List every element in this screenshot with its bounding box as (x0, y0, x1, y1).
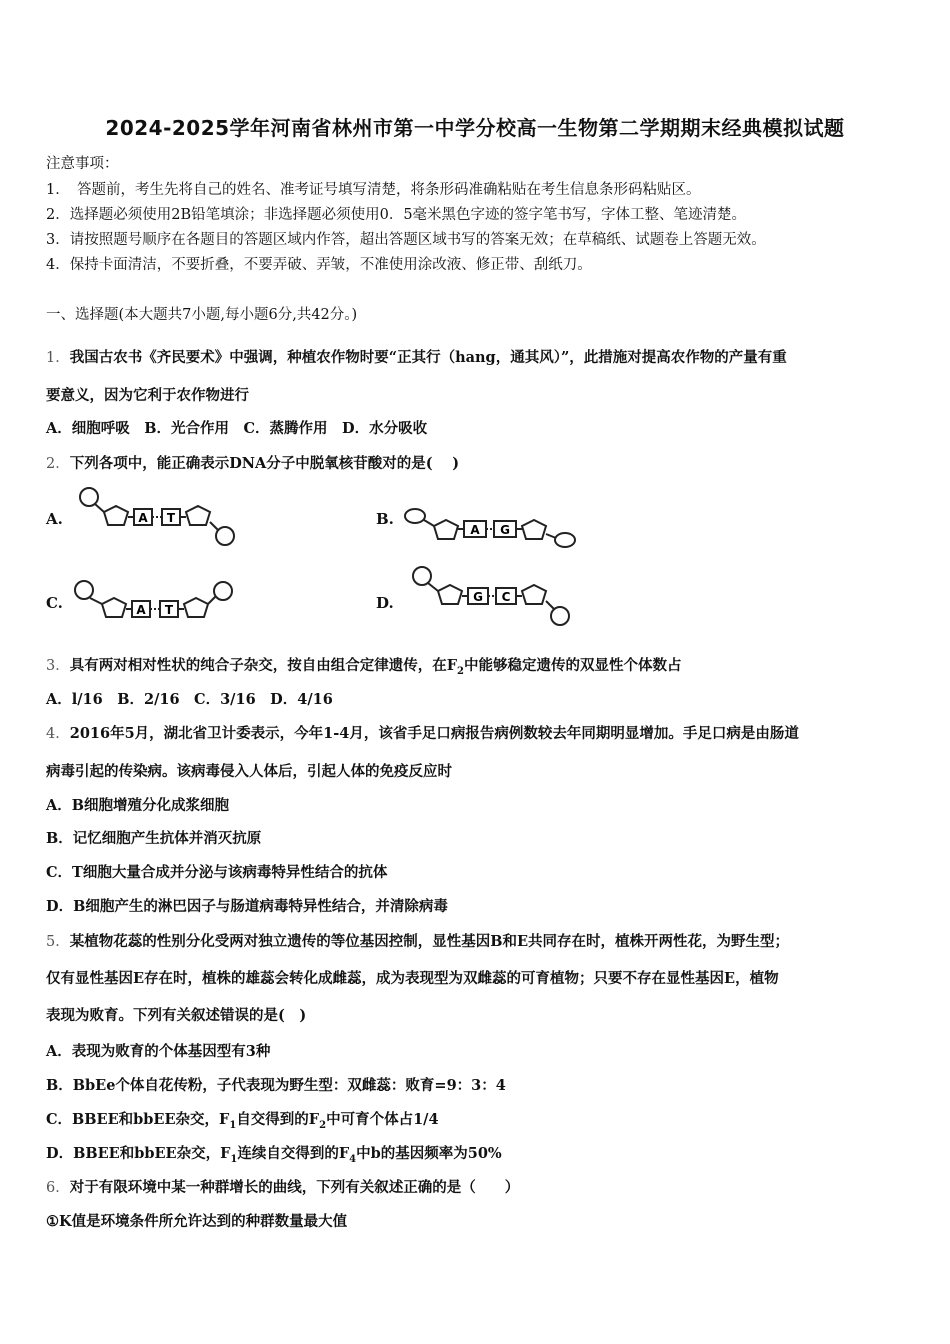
q2-diagram-d (406, 564, 576, 630)
q5-d-sub2: 4 (349, 1153, 357, 1165)
q6-number: 6． (46, 1180, 70, 1196)
notice-item-2: 2．选择题必须使用2B铅笔填涂；非选择题必须使用0．5毫米黑色字迹的签字笔书写，字体工整、笔迹清楚。 (46, 207, 747, 223)
base-c2: T (164, 603, 174, 617)
notice-item-3: 3．请按照题号顺序在各题目的答题区域内作答，超出答题区域书写的答案无效；在草稿纸、试题卷上答题无效。 (46, 232, 766, 248)
base-a2: T (166, 511, 176, 525)
q3-stem-line (46, 654, 682, 677)
q5-option-d (46, 1142, 502, 1165)
q1-options: A．细胞呼吸 B．光合作用 C．蒸腾作用 D．水分吸收 (46, 420, 428, 437)
phosphate-circle (214, 582, 232, 600)
q5-c-pre: C．BBEE和bbEE杂交，F (46, 1111, 230, 1128)
q2-diagram-c (70, 578, 240, 626)
q3-stem-pre: 具有两对相对性状的纯合子杂交，按自由组合定律遗传，在F (69, 657, 458, 674)
q2-diagram-b (400, 502, 580, 550)
q2-label-a: A. (46, 510, 63, 528)
phosphate-circle (216, 527, 234, 545)
q3-options: A．l/16 B．2/16 C．3/16 D．4/16 (46, 691, 333, 708)
q5-c-mid: 自交得到的F (236, 1111, 320, 1128)
phosphate-circle (75, 581, 93, 599)
q5-stem-1: 某植物花蕊的性别分化受两对独立遗传的等位基因控制，显性基因B和E共同存在时，植株开两性花，为野生型； (69, 933, 790, 950)
deoxyribose-pentagon (184, 598, 208, 617)
q5-c-sub1: 1 (229, 1119, 237, 1131)
deoxyribose-pentagon (438, 585, 462, 604)
section-heading: 一、选择题(本大题共7小题,每小题6分,共42分。) (46, 307, 358, 323)
q2-diagram-a (72, 484, 242, 550)
q5-d-sub1: 1 (230, 1153, 238, 1165)
q6-stem-line (46, 1176, 519, 1197)
q3-stem-post: 中能够稳定遗传的双显性个体数占 (464, 657, 682, 674)
deoxyribose-pentagon (102, 598, 126, 617)
phosphate-circle (413, 567, 431, 585)
deoxyribose-pentagon (186, 506, 210, 525)
q4-line2: 病毒引起的传染病。该病毒侵入人体后，引起人体的免疫反应时 (46, 763, 452, 780)
notice-item-4: 4．保持卡面清洁，不要折叠，不要弄破、弄皱，不准使用涂改液、修正带、刮纸刀。 (46, 257, 592, 273)
q4-option-b: B．记忆细胞产生抗体并消灭抗原 (46, 830, 262, 847)
q2-stem-line (46, 452, 459, 473)
q5-option-c (46, 1108, 439, 1131)
q2-number: 2． (46, 456, 70, 472)
q2-label-b: B. (376, 510, 394, 528)
phosphate-circle (80, 488, 98, 506)
q1-line2: 要意义，因为它利于农作物进行 (46, 387, 249, 404)
deoxyribose-pentagon (434, 520, 458, 539)
q6-stem: 对于有限环境中某一种群增长的曲线，下列有关叙述正确的是（ ） (69, 1179, 520, 1196)
q5-option-b: B．BbEe个体自花传粉，子代表现为野生型：双雌蕊：败育=9：3：4 (46, 1077, 506, 1094)
notice-heading: 注意事项： (46, 156, 119, 172)
phosphate-circle (405, 509, 425, 523)
base-a1: A (138, 511, 148, 525)
base-d1: G (473, 590, 483, 604)
exam-title: 2024-2025学年河南省林州市第一中学分校高一生物第二学期期末经典模拟试题 (105, 116, 845, 140)
q4-number: 4． (46, 726, 70, 742)
base-b2: G (500, 523, 510, 537)
deoxyribose-pentagon (522, 585, 546, 604)
q4-option-a: A．B细胞增殖分化成浆细胞 (46, 797, 230, 814)
deoxyribose-pentagon (522, 520, 546, 539)
q5-c-post: 中可育个体占1/4 (326, 1111, 439, 1128)
q5-c-sub2: 2 (319, 1119, 327, 1131)
q5-line2: 仅有显性基因E存在时，植株的雄蕊会转化成雌蕊，成为表现型为双雌蕊的可育植物；只要不存在显性基因E，植物 (46, 970, 779, 987)
q4-line1 (46, 722, 799, 743)
q5-line1 (46, 930, 789, 951)
q1-stem-1: 我国古农书《齐民要术》中强调，种植农作物时要“正其行（hang，通其风）”，此措施对提高农作物的产量有重 (69, 349, 787, 366)
base-d2: C (501, 590, 511, 604)
q5-d-post: 中b的基因频率为50% (356, 1145, 502, 1162)
q5-option-a: A．表现为败育的个体基因型有3种 (46, 1043, 271, 1060)
deoxyribose-pentagon (104, 506, 128, 525)
base-c1: A (136, 603, 146, 617)
notice-item-1: 1． 答题前，考生先将自己的姓名、准考证号填写清楚，将条形码准确粘贴在考生信息条形码粘贴区。 (46, 182, 701, 198)
phosphate-circle (555, 533, 575, 547)
q3-stem-sub: 2 (457, 665, 464, 677)
q4-option-c: C．T细胞大量合成并分泌与该病毒特异性结合的抗体 (46, 864, 388, 881)
q1-number: 1． (46, 350, 70, 366)
q5-line3: 表现为败育。下列有关叙述错误的是( ) (46, 1007, 307, 1024)
q5-d-pre: D．BBEE和bbEE杂交，F (46, 1145, 231, 1162)
phosphate-circle (551, 607, 569, 625)
q5-d-mid: 连续自交得到的F (237, 1145, 350, 1162)
q2-label-d: D. (376, 594, 394, 612)
q1-line1 (46, 346, 787, 367)
q4-stem-1: 2016年5月，湖北省卫计委表示，今年1-4月，该省手足口病报告病例数较去年同期明显增加。手足口病是由肠道 (69, 725, 799, 742)
base-b1: A (470, 523, 480, 537)
q2-stem: 下列各项中，能正确表示DNA分子中脱氧核苷酸对的是( ) (69, 455, 460, 472)
q2-label-c: C. (46, 594, 63, 612)
q3-number: 3． (46, 658, 70, 674)
q6-item-1: ①K值是环境条件所允许达到的种群数量最大值 (46, 1213, 348, 1230)
q4-option-d: D．B细胞产生的淋巴因子与肠道病毒特异性结合，并清除病毒 (46, 898, 448, 915)
q5-number: 5． (46, 934, 70, 950)
